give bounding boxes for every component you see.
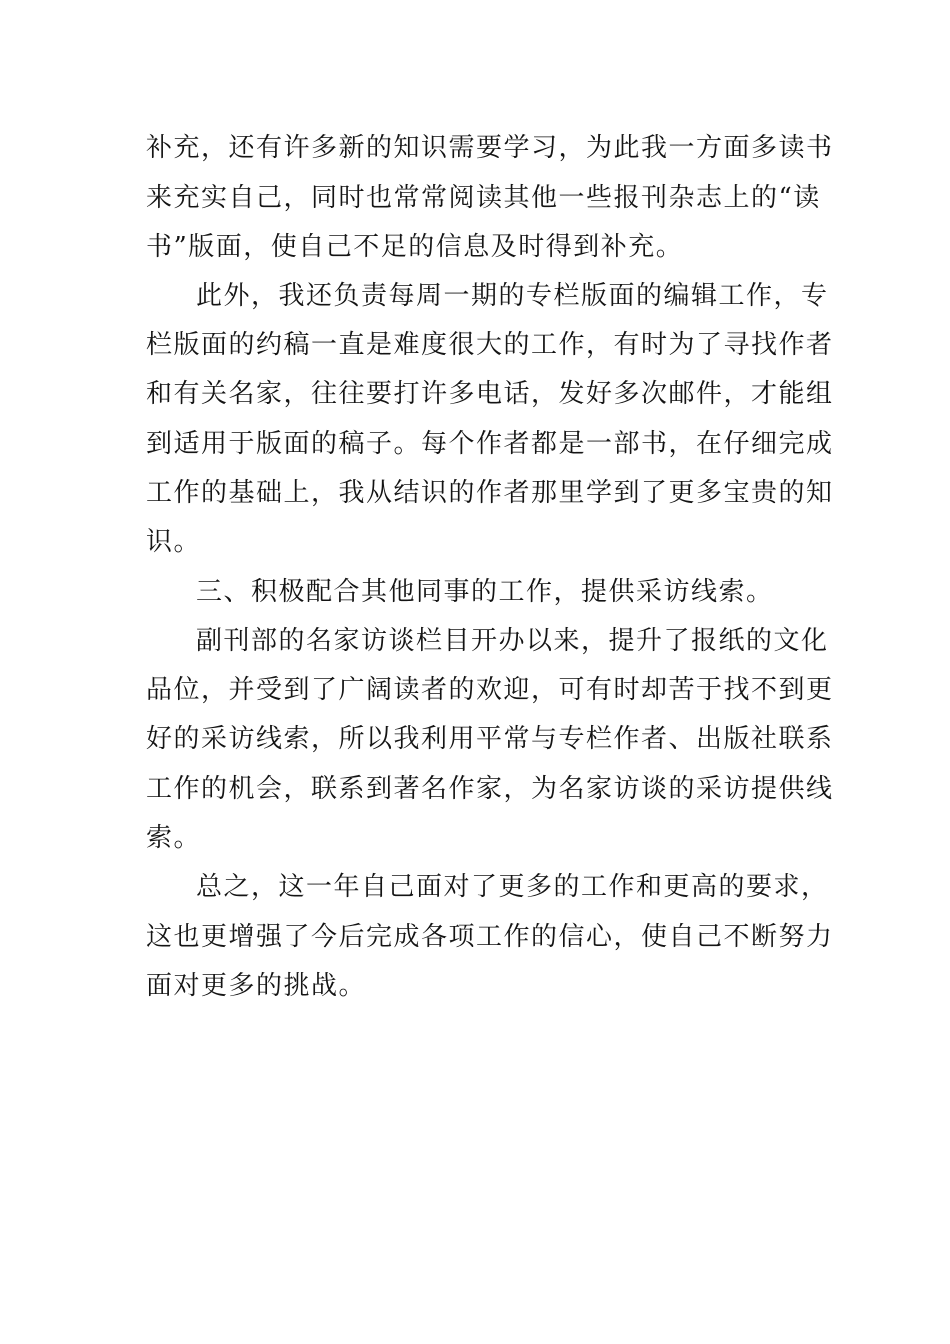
text-line: 来充实自己，同时也常常阅读其他一些报刊杂志上的“读 [146, 183, 821, 213]
text-line: 工作的机会，联系到著名作家，为名家访谈的采访提供线 [146, 774, 834, 804]
text-line: 这也更增强了今后完成各项工作的信心，使自己不断努力 [146, 922, 834, 952]
text-line: 工作的基础上，我从结识的作者那里学到了更多宝贵的知 [146, 478, 834, 508]
text-line: 好的采访线索，所以我利用平常与专栏作者、出版社联系 [146, 724, 834, 754]
text-line: 面对更多的挑战。 [146, 971, 367, 1001]
text-line: 品位，并受到了广阔读者的欢迎，可有时却苦于找不到更 [146, 675, 834, 705]
text-line: 书”版面，使自己不足的信息及时得到补充。 [146, 232, 684, 262]
paragraph-start-line: 副刊部的名家访谈栏目开办以来，提升了报纸的文化 [196, 626, 829, 656]
text-line: 到适用于版面的稿子。每个作者都是一部书，在仔细完成 [146, 429, 834, 459]
text-line: 和有关名家，往往要打许多电话，发好多次邮件，才能组 [146, 379, 834, 409]
paragraph-start-line: 总之，这一年自己面对了更多的工作和更高的要求， [196, 872, 829, 902]
text-line: 识。 [146, 527, 202, 557]
text-line: 栏版面的约稿一直是难度很大的工作，有时为了寻找作者 [146, 330, 834, 360]
section-heading: 三、积极配合其他同事的工作，提供采访线索。 [196, 577, 774, 607]
paragraph-start-line: 此外，我还负责每周一期的专栏版面的编辑工作，专 [196, 281, 829, 311]
text-line: 补充，还有许多新的知识需要学习，为此我一方面多读书 [146, 133, 834, 163]
text-line: 索。 [146, 823, 202, 853]
